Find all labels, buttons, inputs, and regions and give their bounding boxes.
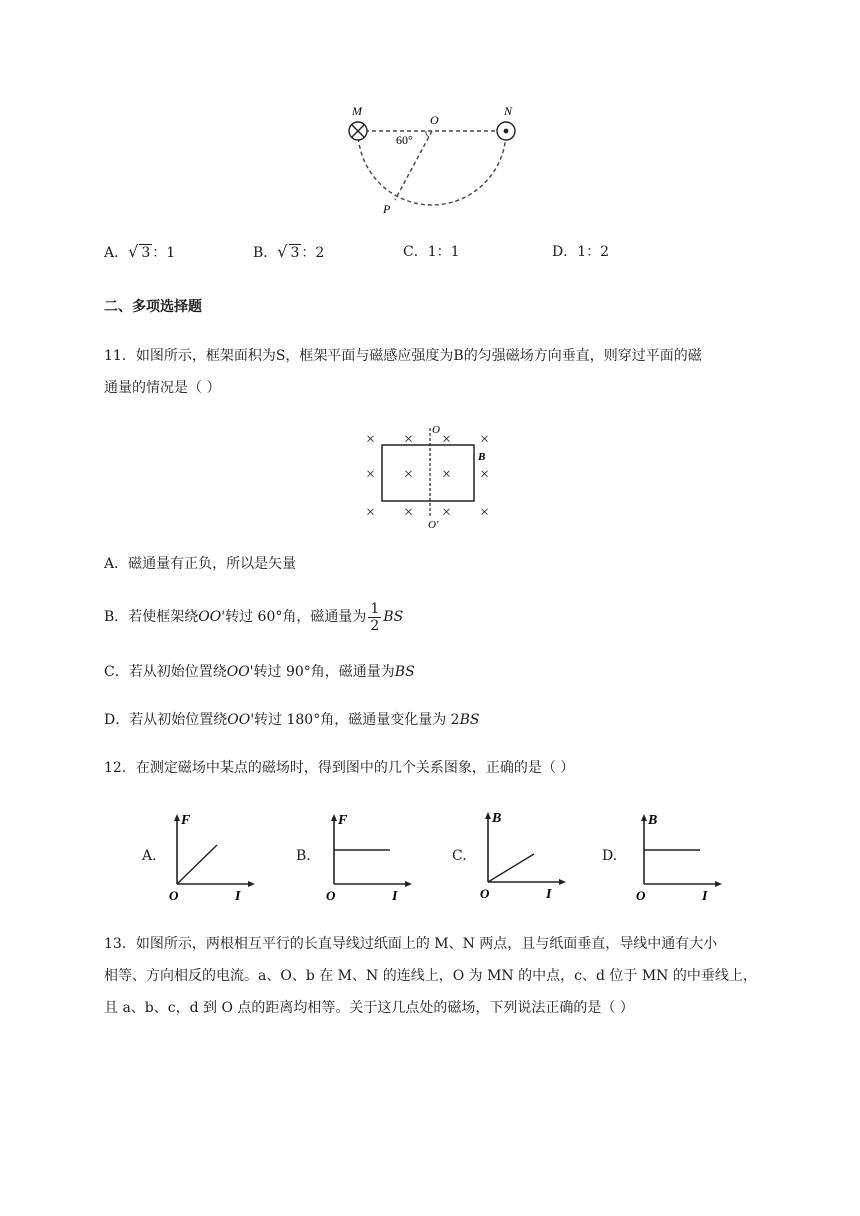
- angle-arc: [426, 131, 429, 137]
- svg-text:×: ×: [404, 504, 414, 521]
- q12-graph-d: [632, 808, 722, 904]
- axis-label: OO': [226, 664, 254, 680]
- graph-line: [177, 845, 217, 884]
- axis-label: OO': [198, 609, 226, 625]
- angle-label: 60°: [396, 133, 413, 147]
- q11-option-d[interactable]: [104, 710, 479, 730]
- label-b: B: [478, 451, 486, 463]
- label-p: P: [383, 202, 391, 216]
- option-rest: ：2: [301, 245, 325, 261]
- axis-label: OO': [227, 712, 255, 728]
- option-letter: C．: [403, 244, 428, 260]
- q10-option-a[interactable]: A．√ 3 ：1: [104, 242, 176, 261]
- y-label: B: [648, 813, 658, 828]
- svg-text:×: ×: [404, 466, 414, 483]
- q12-option-a-letter[interactable]: A.: [142, 848, 157, 864]
- q11-stem-line2: 通量的情况是（ ）: [104, 380, 221, 396]
- section-title: 二、多项选择题: [104, 299, 202, 315]
- option-text: C．若从初始位置绕: [104, 664, 227, 680]
- option-text: BS: [459, 712, 480, 728]
- label-o: O: [432, 424, 440, 436]
- svg-text:×: ×: [480, 466, 490, 483]
- q12-graph-c: [476, 806, 566, 902]
- x-label: I: [235, 889, 241, 904]
- q10-option-c[interactable]: [403, 242, 460, 262]
- option-letter: D．: [552, 244, 578, 260]
- wire-n-out-of-page-icon: [497, 122, 515, 140]
- option-text: 转过 90°角，磁通量为: [253, 664, 395, 680]
- semicircle-arc: [358, 131, 506, 205]
- q12-graph-a: [165, 808, 255, 904]
- option-text: B．若使框架绕: [104, 609, 199, 625]
- option-text: BS: [383, 609, 404, 625]
- option-letter: A．: [104, 245, 129, 261]
- q11-option-a[interactable]: A．磁通量有正负，所以是矢量: [104, 556, 297, 572]
- wire-m-into-page-icon: [349, 122, 367, 140]
- option-text: D．若从初始位置绕: [104, 712, 228, 728]
- q10-option-b[interactable]: B．√ 3 ：2: [253, 242, 325, 261]
- q13-line1: 13．如图所示，两根相互平行的长直导线过纸面上的 M、N 两点，且与纸面垂直，导线中通有大小: [104, 936, 718, 952]
- svg-text:×: ×: [366, 466, 376, 483]
- svg-text:×: ×: [442, 466, 452, 483]
- q11-figure: [360, 420, 500, 530]
- svg-text:×: ×: [366, 431, 376, 448]
- sqrt-value: 3: [141, 245, 151, 261]
- q12-option-b-letter[interactable]: B.: [296, 848, 311, 864]
- q13-line3: 且 a、b、c，d 到 O 点的距离均相等。关于这几点处的磁场，下列说法正确的是（ ）: [104, 1000, 634, 1016]
- y-label: F: [181, 813, 191, 828]
- q12-stem: 12．在测定磁场中某点的磁场时，得到图中的几个关系图象，正确的是（ ）: [104, 760, 575, 776]
- svg-text:×: ×: [480, 504, 490, 521]
- svg-text:×: ×: [366, 504, 376, 521]
- graph-line: [488, 854, 534, 882]
- q11-option-b[interactable]: [104, 600, 403, 634]
- sqrt-value: 3: [290, 245, 300, 261]
- q11-stem-line1: 11．如图所示，框架面积为S，框架平面与磁感应强度为B的匀强磁场方向垂直，则穿过平面的磁: [104, 348, 702, 364]
- option-text: 转过 60°角，磁通量为: [225, 609, 367, 625]
- label-o-prime: O': [428, 519, 439, 530]
- x-label: I: [546, 887, 552, 902]
- x-label: I: [702, 889, 708, 904]
- label-n: N: [504, 104, 513, 118]
- option-text: 1：2: [577, 244, 610, 260]
- option-text: 1：1: [427, 244, 460, 260]
- svg-text:×: ×: [442, 504, 452, 521]
- frame-rect: [382, 445, 474, 501]
- q10-figure: [330, 100, 530, 220]
- label-o: O: [430, 113, 439, 127]
- option-rest: ：1: [152, 245, 176, 261]
- svg-text:×: ×: [442, 431, 452, 448]
- y-label: B: [492, 811, 502, 826]
- q12-option-d-letter[interactable]: D.: [602, 848, 618, 864]
- x-label: I: [392, 889, 398, 904]
- origin-label: O: [480, 886, 490, 901]
- denominator: 2: [370, 617, 380, 634]
- numerator: 1: [370, 600, 380, 617]
- q12-graph-b: [322, 808, 412, 904]
- svg-text:×: ×: [404, 431, 414, 448]
- option-text: 转过 180°角，磁通量变化量为 2: [254, 712, 460, 728]
- origin-label: O: [636, 888, 646, 903]
- q10-option-d[interactable]: [552, 242, 609, 262]
- label-m: M: [352, 104, 362, 118]
- option-text: BS: [394, 664, 415, 680]
- fraction: [368, 601, 381, 634]
- q13-line2: 相等、方向相反的电流。a、O、b 在 M、N 的连线上，O 为 MN 的中点，c、d 位于 MN 的中垂线上，: [104, 968, 757, 984]
- origin-label: O: [326, 888, 336, 903]
- svg-text:×: ×: [480, 431, 490, 448]
- y-label: F: [338, 813, 348, 828]
- q11-option-c[interactable]: [104, 662, 415, 682]
- q12-option-c-letter[interactable]: C.: [452, 848, 467, 864]
- option-letter: B．: [253, 245, 278, 261]
- origin-label: O: [169, 888, 179, 903]
